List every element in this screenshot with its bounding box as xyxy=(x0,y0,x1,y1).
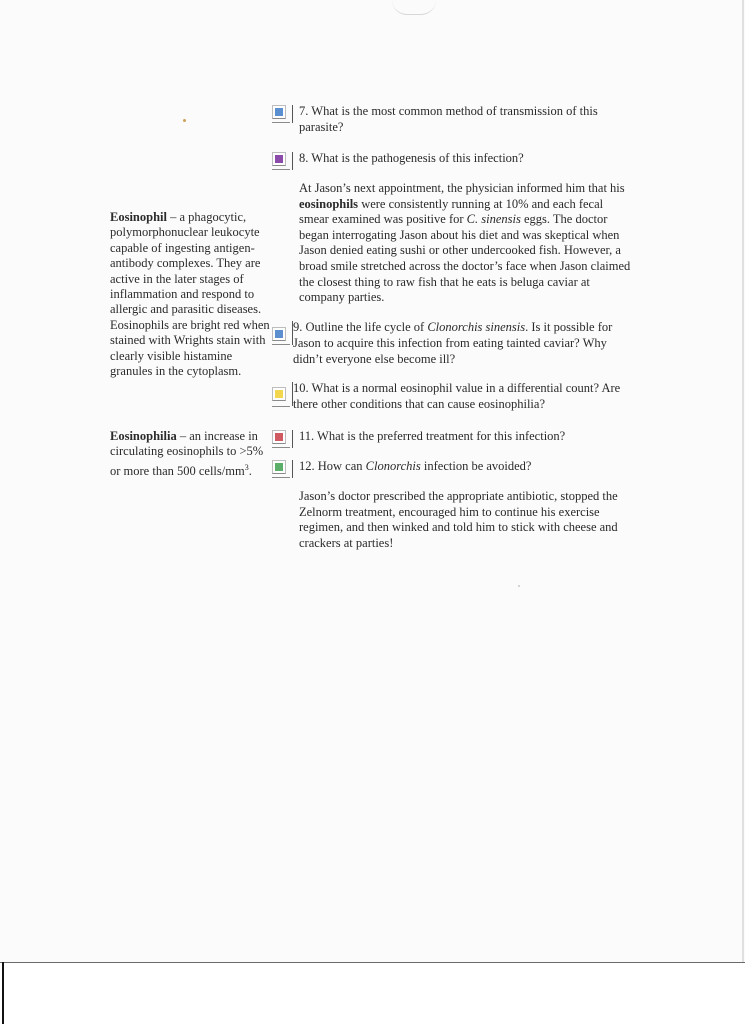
narrative-paragraph-1 xyxy=(299,181,634,306)
definition-text: – a phagocytic, polymorphonuclear leukocyte capable of ingesting antigen-antibody complexes. They are active in the later stages of inflammation and respond to allergic and parasitic diseases. Eosinophils are bright red when stained with Wrights stain with clearly visible histamine granules in the cytoplasm. xyxy=(110,210,270,379)
superscript: 3 xyxy=(244,462,249,472)
question-text: 11. What is the preferred treatment for this infection? xyxy=(299,429,566,443)
scanner-left-edge xyxy=(2,962,4,1024)
question-italic: Clonorchis sinensis xyxy=(427,320,526,334)
definition-eosinophil xyxy=(110,210,270,379)
definition-eosinophilia xyxy=(110,429,270,479)
question-text-part: 12. How can xyxy=(299,459,366,473)
marker-bar xyxy=(292,152,293,170)
purple-square-icon xyxy=(272,152,286,166)
marker-bar xyxy=(292,460,293,478)
question-italic: Clonorchis xyxy=(365,459,421,473)
marker-underline xyxy=(272,122,290,123)
marker-bar xyxy=(292,430,293,448)
paragraph-text: eggs. The doctor began interrogating Jason about his diet and was skeptical when Jason denied eating sushi or other undercooked fish. However, a broad smile stretched across the doctor’s face when Jason claimed the closest thing to raw fish that he eats is beluga caviar at company parties. xyxy=(299,212,631,305)
narrative-paragraph-2: Jason’s doctor prescribed the appropriate antibiotic, stopped the Zelnorm treatment, encouraged him to continue his exercise regimen, and then winked and told him to stick with cheese and crackers at parties! xyxy=(299,489,618,550)
blue-square-icon xyxy=(272,327,286,341)
question-text: 10. What is a normal eosinophil value in a differential count? Are there other conditions that can cause eosinophilia? xyxy=(293,381,621,411)
scan-speck xyxy=(518,585,520,587)
question-text: 8. What is the pathogenesis of this infection? xyxy=(299,151,524,165)
marker-underline xyxy=(272,344,290,345)
marker-underline xyxy=(272,406,290,407)
question-text: 7. What is the most common method of transmission of this parasite? xyxy=(299,104,598,134)
green-square-icon xyxy=(272,460,286,474)
blue-square-icon xyxy=(272,105,286,119)
marker-underline xyxy=(272,169,290,170)
question-text-part: 9. Outline the life cycle of xyxy=(293,320,428,334)
definition-text: – an increase in circulating eosinophils to >5% or more than 500 cells/mm xyxy=(110,429,264,478)
question-text xyxy=(299,458,634,474)
question-text-part: . Is it possible for Jason to acquire this infection from eating tainted caviar? Why didn’t everyone else become ill? xyxy=(293,320,613,366)
paragraph-bold: eosinophils xyxy=(299,196,359,211)
paragraph-text: At Jason’s next appointment, the physician informed him that his xyxy=(299,181,625,195)
page-right-edge xyxy=(742,0,744,962)
marker-underline xyxy=(272,477,290,478)
paragraph-text: were consistently running at 10% and each fecal smear examined was positive for xyxy=(299,196,604,227)
page-bottom-edge xyxy=(0,962,745,963)
definition-term: Eosinophilia xyxy=(110,429,177,443)
yellow-square-icon xyxy=(272,387,286,401)
question-text-part: infection be avoided? xyxy=(420,459,532,473)
definition-term: Eosinophil xyxy=(110,210,167,224)
scan-speck xyxy=(183,119,186,122)
question-text xyxy=(293,319,628,367)
red-square-icon xyxy=(272,430,286,444)
paragraph-italic: C. sinensis xyxy=(466,212,521,227)
marker-bar xyxy=(292,105,293,123)
marker-underline xyxy=(272,447,290,448)
definition-text-end: . xyxy=(248,463,252,478)
